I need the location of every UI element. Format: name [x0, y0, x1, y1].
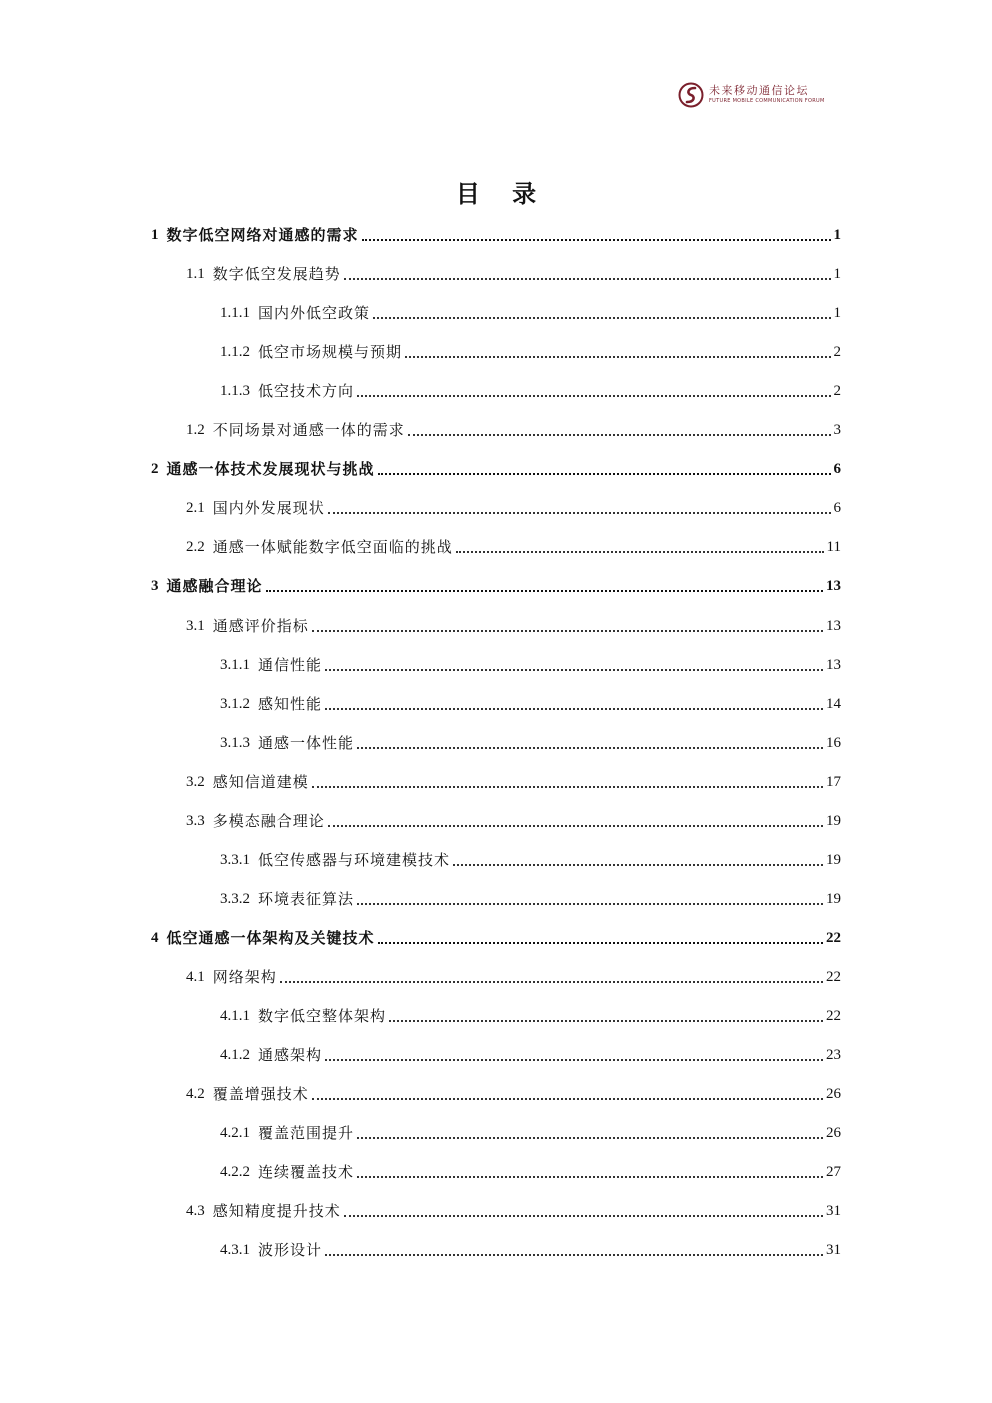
toc-dot-leader — [280, 981, 823, 983]
toc-entry[interactable] — [151, 455, 841, 479]
toc-entry[interactable] — [220, 299, 841, 323]
toc-entry-page: 19 — [826, 813, 841, 829]
toc-entry[interactable] — [186, 416, 841, 440]
toc-entry-page: 26 — [826, 1125, 841, 1141]
toc-entry-number: 4.1.1 — [220, 1008, 250, 1024]
toc-entry-number: 1.1.1 — [220, 305, 250, 321]
toc-entry-title: 覆盖增强技术 — [212, 1085, 309, 1103]
toc-entry[interactable] — [220, 338, 841, 362]
toc-entry-number: 1.1 — [186, 266, 205, 282]
toc-entry-number: 3.1.2 — [220, 696, 250, 712]
toc-entry-number: 3.1.3 — [220, 735, 250, 751]
toc-entry-title: 通感一体技术发展现状与挑战 — [166, 460, 375, 478]
toc-entry-title: 数字低空整体架构 — [258, 1007, 387, 1025]
toc-dot-leader — [325, 1254, 823, 1256]
toc-entry-title: 覆盖范围提升 — [258, 1124, 355, 1142]
page-title: 目 录 — [455, 179, 549, 208]
toc-entry[interactable] — [220, 690, 841, 714]
toc-dot-leader — [357, 1137, 823, 1139]
toc-dot-leader — [357, 395, 830, 397]
toc-entry-title: 通感一体赋能数字低空面临的挑战 — [212, 538, 453, 556]
toc-entry-number: 1.2 — [186, 422, 205, 438]
toc-entry-number: 2.2 — [186, 539, 205, 555]
toc-entry-number: 1.1.2 — [220, 344, 250, 360]
toc-entry-title: 低空技术方向 — [258, 382, 355, 400]
toc-entry[interactable] — [151, 572, 841, 596]
toc-dot-leader — [408, 434, 831, 436]
toc-entry[interactable] — [220, 1041, 841, 1065]
toc-entry-page: 31 — [826, 1242, 841, 1258]
toc-entry-number: 1 — [151, 227, 159, 243]
toc-entry-title: 通感一体性能 — [258, 734, 355, 752]
toc-dot-leader — [325, 669, 823, 671]
toc-entry[interactable] — [220, 1119, 841, 1143]
toc-dot-leader — [389, 1020, 823, 1022]
toc-entry[interactable] — [220, 846, 841, 870]
toc-entry-page: 1 — [833, 305, 841, 321]
toc-entry-title: 通感架构 — [258, 1046, 323, 1064]
toc-entry-title: 通信性能 — [258, 656, 323, 674]
toc-entry[interactable] — [220, 729, 841, 753]
toc-entry-title: 波形设计 — [258, 1241, 323, 1259]
toc-entry-page: 22 — [826, 969, 841, 985]
logo-subtitle-text: FUTURE MOBILE COMMUNICATION FORUM — [709, 98, 825, 104]
toc-entry-page: 22 — [826, 930, 841, 946]
toc-dot-leader — [344, 1215, 823, 1217]
toc-entry-title: 国内外发展现状 — [212, 499, 325, 517]
toc-entry-page: 11 — [826, 539, 841, 555]
toc-entry[interactable] — [186, 768, 841, 792]
toc-dot-leader — [266, 590, 823, 592]
toc-entry-number: 4.2.1 — [220, 1125, 250, 1141]
toc-dot-leader — [453, 864, 823, 866]
toc-entry-page: 19 — [826, 852, 841, 868]
toc-entry-title: 通感评价指标 — [212, 617, 309, 635]
toc-entry-page: 1 — [833, 227, 841, 243]
toc-entry-page: 16 — [826, 735, 841, 751]
toc-entry-title: 环境表征算法 — [258, 890, 355, 908]
toc-entry-title: 感知性能 — [258, 695, 323, 713]
toc-dot-leader — [357, 747, 823, 749]
toc-entry-page: 31 — [826, 1203, 841, 1219]
toc-dot-leader — [405, 356, 830, 358]
toc-entry[interactable] — [186, 612, 841, 636]
logo-name-text: 未来移动通信论坛 — [709, 84, 809, 97]
toc-entry-number: 4.1 — [186, 969, 205, 985]
toc-entry-page: 22 — [826, 1008, 841, 1024]
toc-entry-number: 3.1 — [186, 618, 205, 634]
toc-entry-title: 低空通感一体架构及关键技术 — [166, 929, 375, 947]
toc-dot-leader — [357, 903, 823, 905]
toc-entry[interactable] — [220, 1158, 841, 1182]
toc-entry[interactable] — [186, 963, 841, 987]
toc-dot-leader — [378, 942, 823, 944]
toc-entry-title: 不同场景对通感一体的需求 — [212, 421, 405, 439]
toc-entry-page: 13 — [826, 657, 841, 673]
toc-entry-number: 3.1.1 — [220, 657, 250, 673]
toc-entry-number: 4 — [151, 930, 159, 946]
toc-entry[interactable] — [186, 533, 841, 557]
toc-entry-number: 2.1 — [186, 500, 205, 516]
toc-entry-page: 27 — [826, 1164, 841, 1180]
toc-dot-leader — [312, 1098, 823, 1100]
toc-entry-title: 多模态融合理论 — [212, 812, 325, 830]
toc-entry[interactable] — [220, 1002, 841, 1026]
toc-entry-page: 6 — [833, 461, 841, 477]
toc-entry-page: 2 — [833, 383, 841, 399]
toc-entry-title: 低空市场规模与预期 — [258, 343, 403, 361]
toc-dot-leader — [378, 473, 831, 475]
toc-entry[interactable] — [186, 260, 841, 284]
toc-entry-page: 13 — [826, 618, 841, 634]
toc-entry[interactable] — [220, 651, 841, 675]
forum-logo-icon — [678, 82, 704, 108]
toc-entry-number: 3.3.2 — [220, 891, 250, 907]
toc-entry-title: 连续覆盖技术 — [258, 1163, 355, 1181]
toc-entry-number: 4.3 — [186, 1203, 205, 1219]
toc-entry-title: 国内外低空政策 — [258, 304, 371, 322]
toc-entry-title: 通感融合理论 — [166, 577, 263, 595]
toc-entry-number: 4.3.1 — [220, 1242, 250, 1258]
toc-entry-number: 3 — [151, 578, 159, 594]
toc-entry[interactable] — [151, 221, 841, 245]
toc-entry-page: 2 — [833, 344, 841, 360]
toc-entry-title: 低空传感器与环境建模技术 — [258, 851, 451, 869]
toc-entry-page: 17 — [826, 774, 841, 790]
toc-entry[interactable] — [186, 1197, 841, 1221]
toc-entry[interactable] — [186, 807, 841, 831]
toc-entry-title: 数字低空网络对通感的需求 — [166, 226, 359, 244]
toc-entry-page: 3 — [833, 422, 841, 438]
toc-entry-title: 数字低空发展趋势 — [212, 265, 341, 283]
toc-entry-page: 13 — [826, 578, 841, 594]
toc-entry-page: 1 — [833, 266, 841, 282]
toc-entry-title: 网络架构 — [212, 968, 277, 986]
toc-entry-page: 23 — [826, 1047, 841, 1063]
toc-entry-page: 26 — [826, 1086, 841, 1102]
toc-dot-leader — [312, 786, 823, 788]
toc-entry-number: 3.2 — [186, 774, 205, 790]
toc-dot-leader — [373, 317, 830, 319]
toc-entry[interactable] — [151, 924, 841, 948]
toc-entry-title: 感知信道建模 — [212, 773, 309, 791]
toc-entry-number: 4.2 — [186, 1086, 205, 1102]
toc-entry-number: 4.2.2 — [220, 1164, 250, 1180]
toc-entry-number: 4.1.2 — [220, 1047, 250, 1063]
toc-dot-leader — [357, 1176, 823, 1178]
toc-entry-page: 14 — [826, 696, 841, 712]
toc-entry-number: 1.1.3 — [220, 383, 250, 399]
toc-dot-leader — [325, 708, 823, 710]
toc-entry-page: 6 — [833, 500, 841, 516]
toc-entry[interactable] — [220, 377, 841, 401]
toc-entry-number: 3.3.1 — [220, 852, 250, 868]
toc-entry[interactable] — [186, 1080, 841, 1104]
toc-entry-title: 感知精度提升技术 — [212, 1202, 341, 1220]
toc-entry[interactable] — [220, 885, 841, 909]
toc-entry-number: 3.3 — [186, 813, 205, 829]
toc-dot-leader — [456, 551, 824, 553]
toc-entry[interactable] — [186, 494, 841, 518]
toc-dot-leader — [344, 278, 831, 280]
toc-dot-leader — [328, 512, 831, 514]
toc-dot-leader — [328, 825, 823, 827]
toc-entry[interactable] — [220, 1236, 841, 1260]
toc-dot-leader — [312, 630, 823, 632]
toc-dot-leader — [362, 239, 831, 241]
toc-dot-leader — [325, 1059, 823, 1061]
forum-logo — [678, 80, 828, 112]
toc-entry-number: 2 — [151, 461, 159, 477]
toc-entry-page: 19 — [826, 891, 841, 907]
